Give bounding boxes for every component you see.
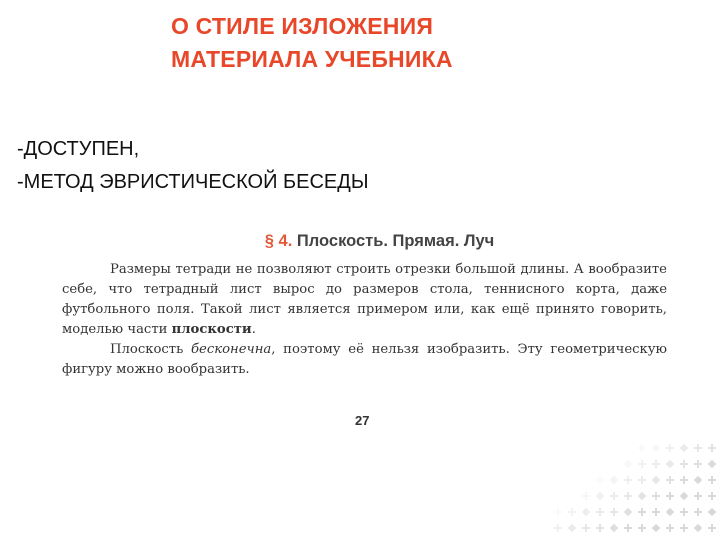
decor-mark	[638, 492, 646, 500]
decor-mark	[694, 492, 702, 500]
decor-mark	[652, 492, 660, 500]
decor-mark	[596, 508, 604, 516]
decor-mark	[638, 508, 646, 516]
decor-mark	[610, 508, 618, 516]
decor-mark	[554, 508, 562, 516]
slide-title	[171, 10, 453, 76]
decor-mark	[568, 508, 576, 516]
decor-mark	[680, 444, 688, 452]
decor-mark	[666, 508, 674, 516]
decor-mark	[610, 476, 618, 484]
decor-mark	[694, 476, 702, 484]
decor-mark	[708, 492, 716, 500]
decor-mark	[638, 460, 646, 468]
paragraph-1-text: Размеры тетради не позволяют строить отрезки большой длины. А вообразите себе, что тетрадный лист вырос до размеров стола, теннисного корта, даже футбольного поля. Такой лист является примером или, как ещё принято говорить, моделью части	[62, 262, 667, 337]
decor-mark	[652, 476, 660, 484]
decor-mark	[652, 460, 660, 468]
decor-mark	[680, 524, 688, 532]
bullet-list	[17, 133, 369, 199]
decor-mark	[694, 508, 702, 516]
paragraph-2-end: , поэтому её нельзя изобразить. Эту геометрическую фигуру можно вообразить.	[62, 342, 667, 377]
decor-mark	[680, 460, 688, 468]
decor-mark	[666, 492, 674, 500]
decor-mark	[652, 508, 660, 516]
decor-mark	[680, 492, 688, 500]
decor-mark	[638, 476, 646, 484]
decor-mark	[624, 524, 632, 532]
paragraph-1-bold-term: плоскости	[171, 322, 252, 337]
decor-mark	[680, 476, 688, 484]
decor-mark	[708, 476, 716, 484]
section-heading	[92, 228, 667, 254]
slide-title-line-1: О СТИЛЕ ИЗЛОЖЕНИЯ	[171, 13, 434, 39]
decorative-pattern	[550, 440, 720, 540]
decor-mark	[610, 524, 618, 532]
decor-mark	[638, 444, 646, 452]
slide-title-line-2: МАТЕРИАЛА УЧЕБНИКА	[171, 46, 453, 72]
decor-mark	[666, 476, 674, 484]
decor-mark	[694, 444, 702, 452]
decor-mark	[596, 524, 604, 532]
decor-mark	[708, 508, 716, 516]
paragraph-2-italic-term: бесконечна	[190, 342, 272, 357]
decor-mark	[610, 492, 618, 500]
paragraph-1-end: .	[251, 322, 256, 337]
decor-mark	[596, 476, 604, 484]
decor-mark	[624, 460, 632, 468]
decor-mark	[666, 524, 674, 532]
decor-mark	[708, 444, 716, 452]
decor-mark	[582, 492, 590, 500]
decor-mark	[694, 524, 702, 532]
decor-mark	[582, 508, 590, 516]
textbook-excerpt	[62, 228, 667, 380]
decor-mark	[596, 492, 604, 500]
section-title: Плоскость. Прямая. Луч	[296, 232, 495, 250]
decor-mark	[666, 444, 674, 452]
decor-mark	[708, 524, 716, 532]
bullet-item: -МЕТОД ЭВРИСТИЧЕСКОЙ БЕСЕДЫ	[17, 171, 369, 193]
bullet-item: -ДОСТУПЕН,	[17, 138, 140, 160]
page-number: 27	[355, 413, 370, 428]
decor-mark	[624, 476, 632, 484]
decor-mark	[708, 460, 716, 468]
decor-mark	[624, 492, 632, 500]
decor-mark	[554, 524, 562, 532]
decor-mark	[666, 460, 674, 468]
decor-mark	[568, 524, 576, 532]
decor-mark	[624, 508, 632, 516]
decor-mark	[582, 524, 590, 532]
decor-mark	[694, 460, 702, 468]
paragraph-2	[62, 340, 667, 380]
decor-mark	[680, 508, 688, 516]
paragraph-1	[62, 260, 667, 340]
decor-mark	[652, 524, 660, 532]
paragraph-2-start: Плоскость	[110, 342, 191, 357]
decor-mark	[652, 444, 660, 452]
textbook-body	[62, 260, 667, 380]
section-number: § 4.	[264, 232, 293, 250]
decor-mark	[638, 524, 646, 532]
